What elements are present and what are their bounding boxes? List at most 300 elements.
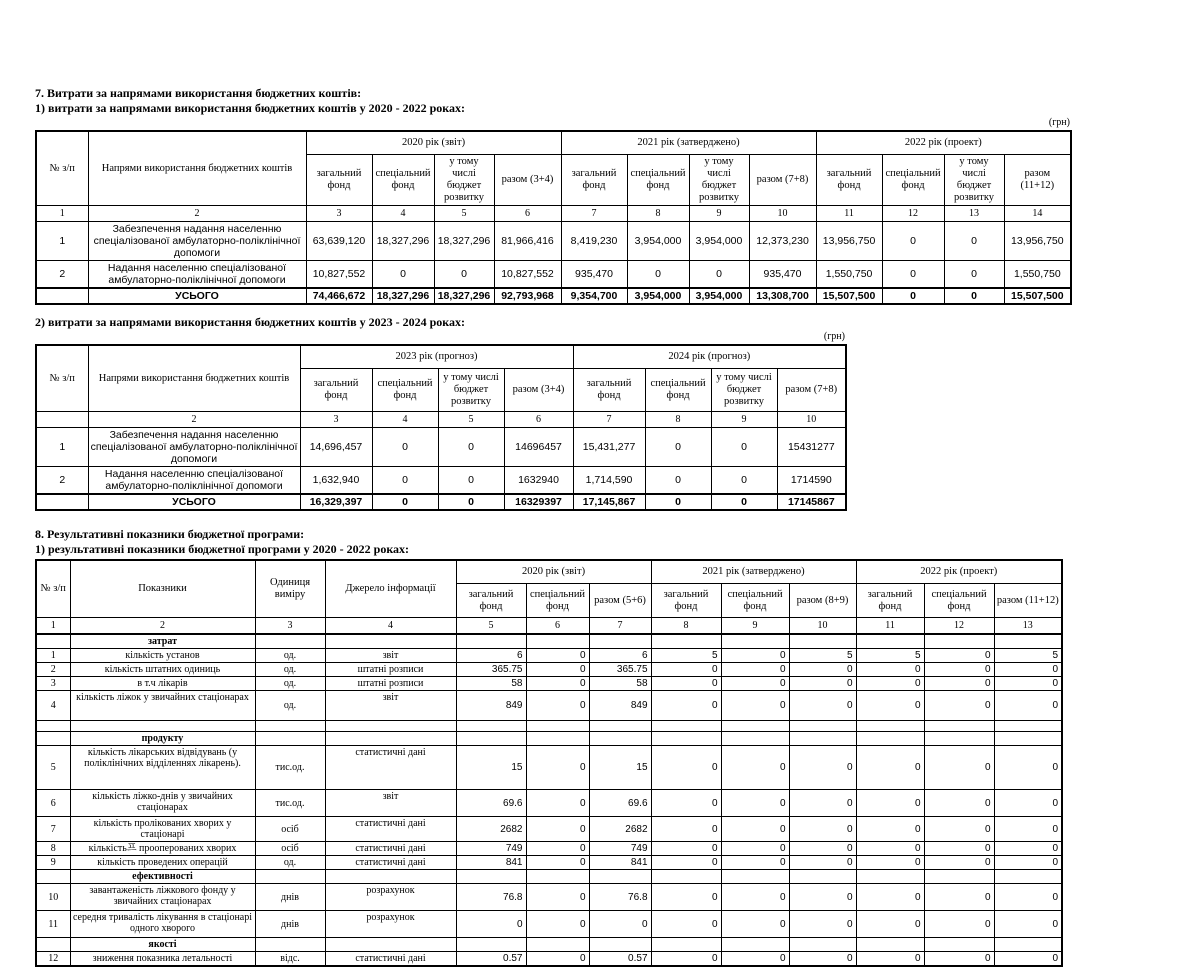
value-cell: 0 xyxy=(651,691,721,721)
row-number-cell: 2 xyxy=(36,663,70,677)
header-sum: разом (8+9) xyxy=(789,584,856,618)
amount-cell: 1,632,940 xyxy=(300,467,372,495)
empty-cell xyxy=(255,938,325,952)
row-number-cell: 10 xyxy=(36,884,70,911)
source-cell: розрахунок xyxy=(325,884,456,911)
indicator-cell: зниження показника летальності xyxy=(70,952,255,967)
column-number-cell: 12 xyxy=(882,206,944,222)
column-number-cell: 9 xyxy=(711,412,777,428)
value-cell: 0 xyxy=(721,746,789,790)
value-cell: 0 xyxy=(856,817,924,842)
table-row xyxy=(36,428,846,467)
header-year-2020: 2020 рік (звіт) xyxy=(456,560,651,584)
header-year-2021: 2021 рік (затверджено) xyxy=(651,560,856,584)
value-cell: 0 xyxy=(994,663,1062,677)
header-sum: разом (3+4) xyxy=(494,155,561,206)
value-cell: 0 xyxy=(994,790,1062,817)
total-amount-cell: 74,466,672 xyxy=(306,288,372,304)
empty-cell xyxy=(789,721,856,732)
amount-cell: 1632940 xyxy=(504,467,573,495)
empty-cell xyxy=(255,732,325,746)
table-row xyxy=(36,412,846,428)
total-amount-cell: 3,954,000 xyxy=(627,288,689,304)
column-number-cell: 13 xyxy=(994,618,1062,635)
total-label-cell: УСЬОГО xyxy=(88,494,300,510)
amount-cell: 935,470 xyxy=(561,261,627,289)
header-special-fund: спеціальний фонд xyxy=(627,155,689,206)
table-row xyxy=(36,634,1062,649)
indicator-cell: кількість лікарських відвідувань (у поліклінічних відділеннях лікарень). xyxy=(70,746,255,790)
value-cell: 76.8 xyxy=(589,884,651,911)
unit-cell: од. xyxy=(255,677,325,691)
direction-cell: Надання населенню спеціалізованої амбулаторно-поліклінічної допомоги xyxy=(88,261,306,289)
row-number-cell: 9 xyxy=(36,856,70,870)
value-cell: 0 xyxy=(924,952,994,967)
empty-cell xyxy=(589,732,651,746)
row-number-cell xyxy=(36,938,70,952)
empty-cell xyxy=(651,938,721,952)
source-cell: статистичні дані xyxy=(325,856,456,870)
source-cell: статистичні дані xyxy=(325,817,456,842)
value-cell: 6 xyxy=(589,649,651,663)
row-number-cell xyxy=(36,732,70,746)
header-year-2022: 2022 рік (проект) xyxy=(856,560,1062,584)
amount-cell: 1,550,750 xyxy=(816,261,882,289)
empty-cell xyxy=(325,721,456,732)
header-dev-budget: у тому числі бюджет розвитку xyxy=(689,155,749,206)
table-row xyxy=(36,288,1071,304)
header-sum: разом (11+12) xyxy=(994,584,1062,618)
header-special-fund: спеціальний фонд xyxy=(924,584,994,618)
indicators-table-2020-2022 xyxy=(35,559,1063,967)
value-cell: 0 xyxy=(721,952,789,967)
amount-cell: 0 xyxy=(645,467,711,495)
value-cell: 0 xyxy=(924,790,994,817)
value-cell: 0 xyxy=(994,691,1062,721)
empty-cell xyxy=(789,870,856,884)
empty-cell xyxy=(856,634,924,649)
amount-cell: 14,696,457 xyxy=(300,428,372,467)
header-directions: Напрями використання бюджетних коштів xyxy=(88,345,300,412)
total-amount-cell: 15,507,500 xyxy=(816,288,882,304)
header-general-fund: загальний фонд xyxy=(306,155,372,206)
amount-cell: 0 xyxy=(372,261,434,289)
empty-cell xyxy=(721,870,789,884)
indicator-cell: кількість프 прооперованих хворих xyxy=(70,842,255,856)
amount-cell: 3,954,000 xyxy=(627,222,689,261)
header-no: № з/п xyxy=(36,345,88,412)
value-cell: 0 xyxy=(924,856,994,870)
value-cell: 0 xyxy=(651,911,721,938)
value-cell: 15 xyxy=(589,746,651,790)
total-amount-cell: 15,507,500 xyxy=(1004,288,1071,304)
amount-cell: 0 xyxy=(372,467,438,495)
column-number-cell: 2 xyxy=(88,412,300,428)
row-number-cell: 6 xyxy=(36,790,70,817)
empty-cell xyxy=(721,732,789,746)
total-amount-cell: 17,145,867 xyxy=(573,494,645,510)
value-cell: 0 xyxy=(924,649,994,663)
value-cell: 0 xyxy=(651,856,721,870)
table-row xyxy=(36,842,1062,856)
header-year-2022: 2022 рік (проект) xyxy=(816,131,1071,155)
section7-subtitle-1: 1) витрати за напрямами використання бюджетних коштів у 2020 - 2022 роках: xyxy=(35,101,466,115)
column-number-cell: 3 xyxy=(306,206,372,222)
column-number-cell: 8 xyxy=(627,206,689,222)
total-amount-cell: 0 xyxy=(944,288,1004,304)
header-special-fund: спеціальний фонд xyxy=(372,369,438,412)
row-number-cell: 1 xyxy=(36,649,70,663)
value-cell: 0 xyxy=(789,856,856,870)
column-number-cell: 8 xyxy=(651,618,721,635)
indicator-cell: кількість проведених операцій xyxy=(70,856,255,870)
value-cell: 849 xyxy=(456,691,526,721)
unit-cell: осіб xyxy=(255,842,325,856)
empty-cell xyxy=(651,870,721,884)
value-cell: 0 xyxy=(924,677,994,691)
row-number-cell: 11 xyxy=(36,911,70,938)
empty-cell xyxy=(456,721,526,732)
value-cell: 0 xyxy=(526,746,589,790)
unit-cell: од. xyxy=(255,649,325,663)
column-number-cell: 4 xyxy=(372,412,438,428)
group-header-cell: якості xyxy=(70,938,255,952)
amount-cell: 15431277 xyxy=(777,428,846,467)
value-cell: 0 xyxy=(589,911,651,938)
total-amount-cell: 18,327,296 xyxy=(434,288,494,304)
value-cell: 0 xyxy=(924,746,994,790)
header-no: № з/п xyxy=(36,131,88,206)
empty-cell xyxy=(526,938,589,952)
table-row xyxy=(36,911,1062,938)
empty-cell xyxy=(789,938,856,952)
unit-cell: од. xyxy=(255,663,325,677)
indicator-cell: кількість ліжок у звичайних стаціонарах xyxy=(70,691,255,721)
value-cell: 0 xyxy=(526,691,589,721)
header-sum: разом (11+12) xyxy=(1004,155,1071,206)
value-cell: 0 xyxy=(856,790,924,817)
amount-cell: 0 xyxy=(438,467,504,495)
header-special-fund: спеціальний фонд xyxy=(645,369,711,412)
amount-cell: 0 xyxy=(882,222,944,261)
total-amount-cell: 18,327,296 xyxy=(372,288,434,304)
empty-cell xyxy=(325,732,456,746)
total-amount-cell: 0 xyxy=(645,494,711,510)
source-cell: звіт xyxy=(325,691,456,721)
value-cell: 76.8 xyxy=(456,884,526,911)
amount-cell: 3,954,000 xyxy=(689,222,749,261)
row-number-cell: 5 xyxy=(36,746,70,790)
empty-cell xyxy=(36,721,70,732)
table-row xyxy=(36,677,1062,691)
value-cell: 0 xyxy=(924,911,994,938)
value-cell: 58 xyxy=(456,677,526,691)
empty-cell xyxy=(789,634,856,649)
source-cell: звіт xyxy=(325,790,456,817)
value-cell: 0 xyxy=(526,790,589,817)
value-cell: 6 xyxy=(456,649,526,663)
total-amount-cell: 0 xyxy=(711,494,777,510)
value-cell: 2682 xyxy=(589,817,651,842)
value-cell: 0 xyxy=(924,817,994,842)
value-cell: 0 xyxy=(721,817,789,842)
column-number-cell: 7 xyxy=(561,206,627,222)
value-cell: 2682 xyxy=(456,817,526,842)
indicator-cell: завантаженість ліжкового фонду у звичайних стаціонарах xyxy=(70,884,255,911)
amount-cell: 0 xyxy=(944,222,1004,261)
column-number-cell: 7 xyxy=(589,618,651,635)
header-year-2023: 2023 рік (прогноз) xyxy=(300,345,573,369)
column-number-cell: 6 xyxy=(494,206,561,222)
column-number-cell: 10 xyxy=(777,412,846,428)
value-cell: 0 xyxy=(526,663,589,677)
empty-cell xyxy=(924,870,994,884)
source-cell: статистичні дані xyxy=(325,952,456,967)
empty-cell xyxy=(994,732,1062,746)
table-row xyxy=(36,790,1062,817)
empty-cell xyxy=(994,634,1062,649)
amount-cell: 0 xyxy=(944,261,1004,289)
value-cell: 0 xyxy=(789,746,856,790)
table-row xyxy=(36,222,1071,261)
table-row xyxy=(36,817,1062,842)
value-cell: 0 xyxy=(721,884,789,911)
value-cell: 0 xyxy=(924,663,994,677)
row-number-cell: 1 xyxy=(36,222,88,261)
amount-cell: 935,470 xyxy=(749,261,816,289)
source-cell: статистичні дані xyxy=(325,842,456,856)
value-cell: 0 xyxy=(789,842,856,856)
indicator-cell: кількість пролікованих хворих у стаціонарі xyxy=(70,817,255,842)
group-header-cell: продукту xyxy=(70,732,255,746)
table-row xyxy=(36,870,1062,884)
table-row xyxy=(36,494,846,510)
row-number-cell xyxy=(36,634,70,649)
value-cell: 0 xyxy=(721,911,789,938)
value-cell: 0 xyxy=(994,856,1062,870)
amount-cell: 18,327,296 xyxy=(372,222,434,261)
header-dev-budget: у тому числі бюджет розвитку xyxy=(711,369,777,412)
column-number-cell: 2 xyxy=(70,618,255,635)
value-cell: 0 xyxy=(994,746,1062,790)
column-number-cell: 12 xyxy=(924,618,994,635)
section7-title: 7. Витрати за напрямами використання бюджетних коштів: xyxy=(35,86,362,100)
value-cell: 0 xyxy=(789,677,856,691)
header-directions: Напрями використання бюджетних коштів xyxy=(88,131,306,206)
empty-cell xyxy=(456,634,526,649)
value-cell: 0 xyxy=(526,649,589,663)
table-row xyxy=(36,649,1062,663)
value-cell: 841 xyxy=(456,856,526,870)
unit-cell: днів xyxy=(255,911,325,938)
value-cell: 0 xyxy=(789,691,856,721)
empty-cell xyxy=(456,870,526,884)
header-sum: разом (7+8) xyxy=(777,369,846,412)
value-cell: 0 xyxy=(651,952,721,967)
amount-cell: 1714590 xyxy=(777,467,846,495)
total-label-cell: УСЬОГО xyxy=(88,288,306,304)
header-source: Джерело інформації xyxy=(325,560,456,618)
empty-cell xyxy=(994,938,1062,952)
value-cell: 69.6 xyxy=(589,790,651,817)
table-row xyxy=(36,618,1062,635)
group-header-cell: затрат xyxy=(70,634,255,649)
total-amount-cell: 9,354,700 xyxy=(561,288,627,304)
empty-cell xyxy=(924,721,994,732)
indicator-cell: кількість штатних одиниць xyxy=(70,663,255,677)
row-number-cell xyxy=(36,288,88,304)
source-cell: розрахунок xyxy=(325,911,456,938)
total-amount-cell: 17145867 xyxy=(777,494,846,510)
value-cell: 0 xyxy=(526,952,589,967)
indicator-cell: кількість установ xyxy=(70,649,255,663)
value-cell: 0 xyxy=(924,842,994,856)
value-cell: 0 xyxy=(721,663,789,677)
empty-cell xyxy=(325,634,456,649)
row-number-cell: 7 xyxy=(36,817,70,842)
unit-cell: осіб xyxy=(255,817,325,842)
value-cell: 0 xyxy=(651,677,721,691)
value-cell: 0 xyxy=(721,790,789,817)
column-number-cell: 5 xyxy=(456,618,526,635)
amount-cell: 0 xyxy=(627,261,689,289)
header-general-fund: загальний фонд xyxy=(456,584,526,618)
value-cell: 0 xyxy=(526,842,589,856)
header-indicators: Показники xyxy=(70,560,255,618)
expenses-table-2023-2024 xyxy=(35,344,847,511)
total-amount-cell: 3,954,000 xyxy=(689,288,749,304)
amount-cell: 0 xyxy=(711,428,777,467)
empty-cell xyxy=(994,721,1062,732)
column-number-cell: 14 xyxy=(1004,206,1071,222)
empty-cell xyxy=(924,634,994,649)
empty-cell xyxy=(255,634,325,649)
value-cell: 0 xyxy=(721,856,789,870)
value-cell: 0 xyxy=(721,649,789,663)
value-cell: 5 xyxy=(994,649,1062,663)
value-cell: 365.75 xyxy=(456,663,526,677)
empty-cell xyxy=(856,938,924,952)
value-cell: 69.6 xyxy=(456,790,526,817)
column-number-cell: 5 xyxy=(434,206,494,222)
empty-cell xyxy=(721,721,789,732)
value-cell: 0 xyxy=(856,856,924,870)
table-row xyxy=(36,206,1071,222)
currency-note: (грн) xyxy=(823,331,845,343)
amount-cell: 0 xyxy=(689,261,749,289)
empty-cell xyxy=(255,870,325,884)
empty-cell xyxy=(856,732,924,746)
value-cell: 0 xyxy=(789,952,856,967)
value-cell: 5 xyxy=(856,649,924,663)
amount-cell: 0 xyxy=(434,261,494,289)
empty-cell xyxy=(651,634,721,649)
value-cell: 0 xyxy=(526,856,589,870)
table-row xyxy=(36,952,1062,967)
value-cell: 0 xyxy=(789,884,856,911)
amount-cell: 13,956,750 xyxy=(816,222,882,261)
value-cell: 0 xyxy=(789,663,856,677)
value-cell: 0 xyxy=(856,746,924,790)
table-row xyxy=(36,884,1062,911)
section8-title: 8. Результативні показники бюджетної програми: xyxy=(35,527,305,542)
header-special-fund: спеціальний фонд xyxy=(372,155,434,206)
amount-cell: 1,550,750 xyxy=(1004,261,1071,289)
empty-cell xyxy=(589,938,651,952)
column-number-cell: 4 xyxy=(372,206,434,222)
header-no: № з/п xyxy=(36,560,70,618)
value-cell: 0 xyxy=(994,911,1062,938)
total-amount-cell: 16,329,397 xyxy=(300,494,372,510)
row-number-cell: 2 xyxy=(36,261,88,289)
amount-cell: 10,827,552 xyxy=(306,261,372,289)
table-row xyxy=(36,691,1062,721)
amount-cell: 81,966,416 xyxy=(494,222,561,261)
header-special-fund: спеціальний фонд xyxy=(526,584,589,618)
table-row xyxy=(36,467,846,495)
total-amount-cell: 16329397 xyxy=(504,494,573,510)
value-cell: 0 xyxy=(721,677,789,691)
row-number-cell: 1 xyxy=(36,428,88,467)
row-number-cell: 2 xyxy=(36,467,88,495)
amount-cell: 0 xyxy=(372,428,438,467)
unit-cell: тис.од. xyxy=(255,746,325,790)
empty-cell xyxy=(526,721,589,732)
header-sum: разом (3+4) xyxy=(504,369,573,412)
total-amount-cell: 0 xyxy=(372,494,438,510)
value-cell: 0 xyxy=(856,911,924,938)
table-row xyxy=(36,938,1062,952)
total-amount-cell: 92,793,968 xyxy=(494,288,561,304)
column-number-cell: 3 xyxy=(300,412,372,428)
value-cell: 58 xyxy=(589,677,651,691)
unit-cell: днів xyxy=(255,884,325,911)
amount-cell: 14696457 xyxy=(504,428,573,467)
header-general-fund: загальний фонд xyxy=(856,584,924,618)
table-row xyxy=(36,663,1062,677)
value-cell: 5 xyxy=(651,649,721,663)
amount-cell: 10,827,552 xyxy=(494,261,561,289)
amount-cell: 63,639,120 xyxy=(306,222,372,261)
amount-cell: 1,714,590 xyxy=(573,467,645,495)
amount-cell: 13,956,750 xyxy=(1004,222,1071,261)
empty-cell xyxy=(651,721,721,732)
header-sum: разом (5+6) xyxy=(589,584,651,618)
section8-subtitle-1: 1) результативні показники бюджетної програми у 2020 - 2022 роках: xyxy=(35,542,410,557)
table-row xyxy=(36,732,1062,746)
empty-cell xyxy=(456,732,526,746)
empty-cell xyxy=(789,732,856,746)
column-number-cell: 11 xyxy=(816,206,882,222)
value-cell: 749 xyxy=(589,842,651,856)
row-number-cell xyxy=(36,494,88,510)
source-cell: штатні розписи xyxy=(325,677,456,691)
column-number-cell: 9 xyxy=(721,618,789,635)
column-number-cell: 8 xyxy=(645,412,711,428)
row-number-cell: 4 xyxy=(36,691,70,721)
column-number-cell: 3 xyxy=(255,618,325,635)
header-general-fund: загальний фонд xyxy=(300,369,372,412)
empty-cell xyxy=(325,938,456,952)
value-cell: 0 xyxy=(994,677,1062,691)
value-cell: 0 xyxy=(456,911,526,938)
empty-cell xyxy=(721,938,789,952)
column-number-cell: 13 xyxy=(944,206,1004,222)
header-year-2020: 2020 рік (звіт) xyxy=(306,131,561,155)
value-cell: 0 xyxy=(856,677,924,691)
row-number-cell xyxy=(36,870,70,884)
header-year-2024: 2024 рік (прогноз) xyxy=(573,345,846,369)
